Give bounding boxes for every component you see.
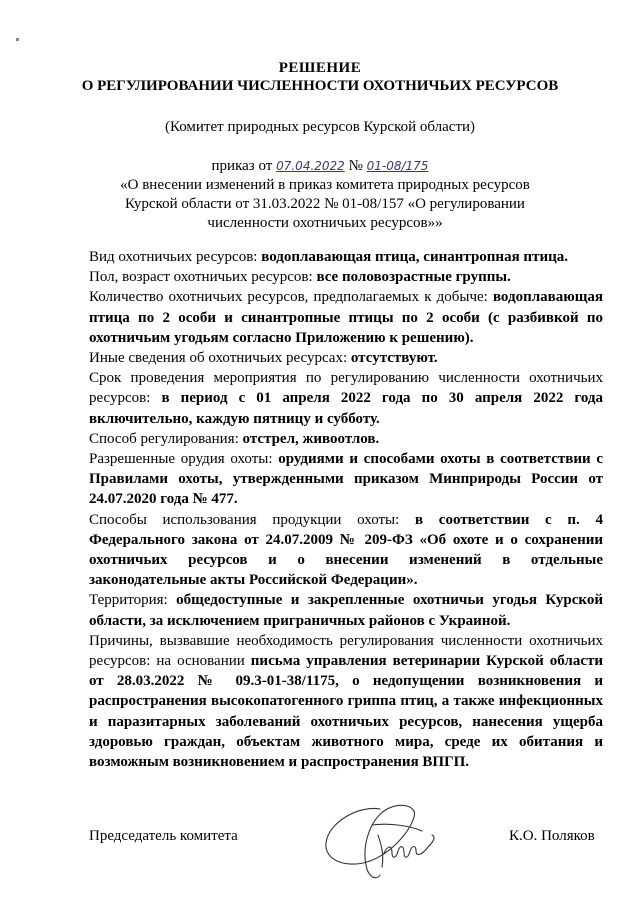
order-number-handwritten: 01-08/175 <box>366 159 429 173</box>
field-tools: Разрешенные орудия охоты: орудиями и способами охоты в соответствии с Правилами охоты, утвержденными приказом Минприроды России от 24.07.2020 года № 477. <box>89 451 603 508</box>
order-prefix: приказ от <box>211 158 273 174</box>
field-period: Срок проведения мероприятия по регулированию численности охотничьих ресурсов: в период с 01 апреля 2022 года по 30 апреля 2022 года включительно, каждую пятницу и субботу. <box>89 370 603 427</box>
field-method: Способ регулирования: отстрел, живоотлов. <box>89 430 380 447</box>
committee-name: (Комитет природных ресурсов Курской области) <box>164 119 476 135</box>
signatory-position: Председатель комитета <box>89 828 238 844</box>
field-quantity: Количество охотничьих ресурсов, предполагаемых к добыче: водоплавающая птица по 2 особи и синантропные птицы по 2 особи (с разбивкой по охотничьим угодьям согласно Приложению к решению). <box>89 289 603 346</box>
signature <box>318 795 448 885</box>
decision-body <box>89 247 603 772</box>
field-product-use: Способы использования продукции охоты: в соответствии с п. 4 Федерального закона от 24.07.2009 № 209-ФЗ «Об охоте и о сохранении охотничьих ресурсов и о внесении изменений в отдельные законодательные акты Российской Федерации». <box>89 511 603 589</box>
signatory-name: К.О. Поляков <box>509 828 595 844</box>
order-number-sign: № <box>348 158 363 174</box>
order-date-handwritten: 07.04.2022 <box>276 159 345 173</box>
order-subject: «О внесении изменений в приказ комитета природных ресурсов Курской области от 31.03.2022 № 01-08/157 «О регулировании численности охотничьих ресурсов»» <box>120 177 530 231</box>
order-line <box>0 158 640 175</box>
field-other-info: Иные сведения об охотничьих ресурсах: отсутствуют. <box>89 350 438 367</box>
field-reasons: Причины, вызвавшие необходимость регулирования численности охотничьих ресурсов: на основании письма управления ветеринарии Курской области от 28.03.2022 № 09.3-01-38/1175, о недопущении возникновения и распространения высокопатогенного гриппа птиц, а также инфекционных и паразитарных заболеваний охотничьих ресурсов, нанесения ущерба здоровью граждан, объектам животного мира, среде их обитания и возможным возникновением и распространения ВПГП. <box>89 632 603 771</box>
field-species: Вид охотничьих ресурсов: водоплавающая птица, синантропная птица. <box>89 249 568 265</box>
scan-mark <box>16 38 19 41</box>
field-territory: Территория: общедоступные и закрепленные охотничьи угодья Курской области, за исключением приграничных районов с Украиной. <box>89 592 603 629</box>
field-sex-age: Пол, возраст охотничьих ресурсов: все половозрастные группы. <box>89 269 511 286</box>
document-title: РЕШЕНИЕ <box>278 60 362 76</box>
document-subtitle: О РЕГУЛИРОВАНИИ ЧИСЛЕННОСТИ ОХОТНИЧЬИХ РЕСУРСОВ <box>81 78 559 94</box>
